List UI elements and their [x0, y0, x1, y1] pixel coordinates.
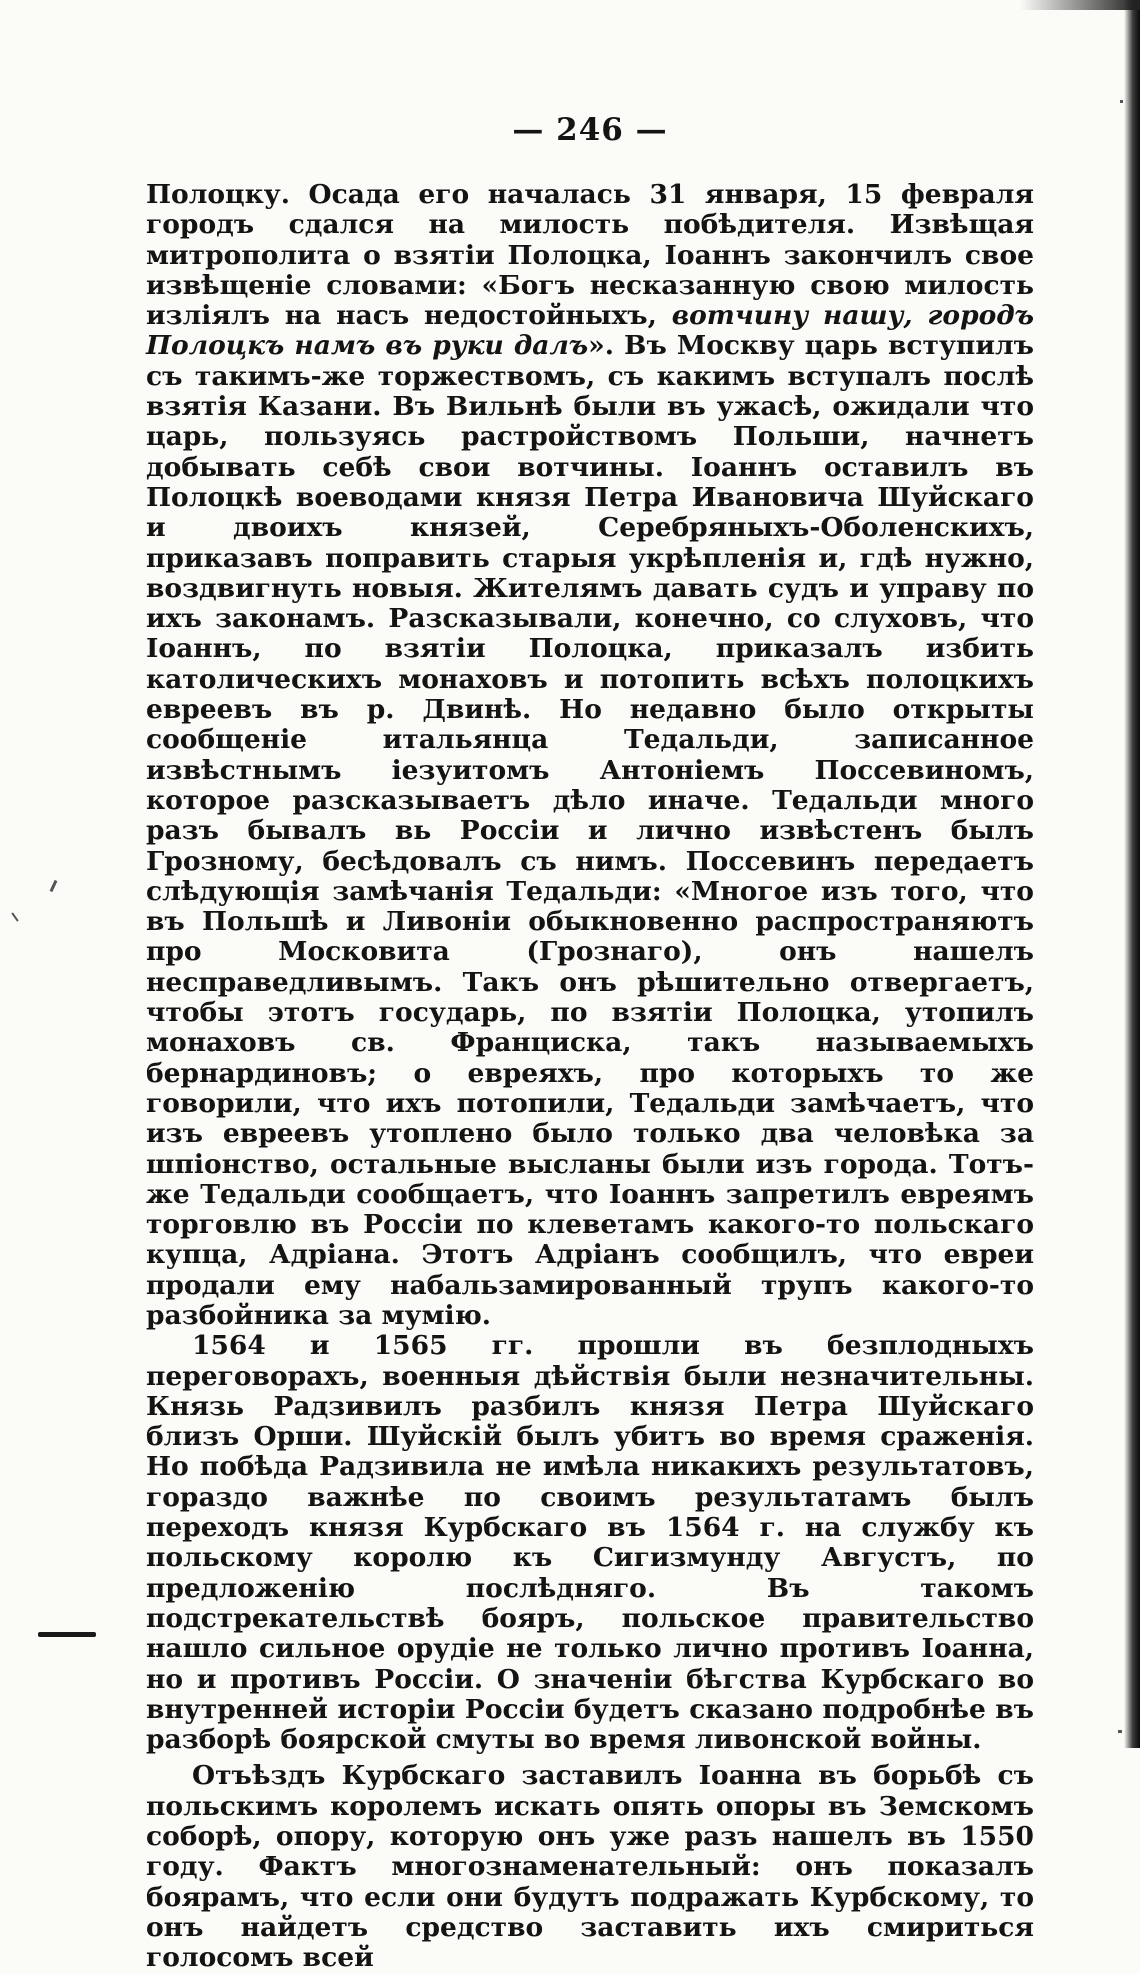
scan-shadow-right	[1124, 0, 1140, 1748]
scan-speck	[50, 880, 58, 892]
text-run: Полоцку. Осада его началась 31 января, 15 февраля городъ сдался на милость побѣдителя. Извѣщая митрополита о взятіи Полоцка, Іоаннъ закончилъ свое извѣщеніе словами: «Богъ несказанную свою милость изліялъ на насъ недостойныхъ,	[146, 179, 1034, 332]
scan-speck	[11, 912, 18, 921]
text-run: Отъѣздъ Курбскаго заставилъ Іоанна въ борьбѣ съ польскимъ королемъ искать опять опоры въ Земскомъ соборѣ, опору, которую онъ уже разъ нашелъ въ 1550 году. Фактъ многознаменательный: онъ показалъ боярамъ, что если они будутъ подражать Курбскому, то онъ найдетъ средство заставить ихъ смириться голосомъ всей	[146, 1760, 1034, 1974]
scan-shadow-top	[1020, 0, 1140, 10]
page-number: — 246 —	[512, 112, 668, 148]
paragraph-2	[146, 1331, 1034, 1755]
scan-speck	[1118, 1730, 1122, 1733]
paragraph-1	[146, 180, 1034, 1331]
text-run: ». Въ Москву царь вступилъ съ такимъ-же торжествомъ, съ какимъ вступалъ послѣ взятія Казани. Въ Вильнѣ были въ ужасѣ, ожидали что царь, пользуясь растройствомъ Польши, начнетъ добывать себѣ свои вотчины. Іоаннъ оставилъ въ Полоцкѣ воеводами князя Петра Ивановича Шуйскаго и двоихъ князей, Серебряныхъ-Оболенскихъ, приказавъ поправить старыя укрѣпленія и, гдѣ нужно, воздвигнуть новыя. Жителямъ давать судъ и управу по ихъ законамъ. Разсказывали, конечно, со слуховъ, что Іоаннъ, по взятіи Полоцка, приказалъ избить католическихъ монаховъ и потопить всѣхъ полоцкихъ евреевъ въ р. Двинѣ. Но недавно было открыты сообщеніе итальянца Тедальди, записанное извѣстнымъ іезуитомъ Антоніемъ Поссевиномъ, которое разсказываетъ дѣло иначе. Тедальди много разъ бывалъ вь Россіи и лично извѣстенъ былъ Грозному, бесѣдовалъ съ нимъ. Поссевинъ передаетъ слѣдующія замѣчанія Тедальди: «Многое изъ того, что въ Польшѣ и Ливоніи обыкновенно распространяютъ про Московита (Грознаго), онъ нашелъ несправедливымъ. Такъ онъ рѣшительно отвергаетъ, чтобы этотъ государь, по взятіи Полоцка, утопилъ монаховъ св. Франциска, такъ называемыхъ бернардиновъ; о евреяхъ, про которыхъ то же говорили, что ихъ потопили, Тедальди замѣчаетъ, что изъ евреевъ утоплено было только два человѣка за шпіонство, остальные высланы были изъ города. Тотъ-же Тедальди сообщаетъ, что Іоаннъ запретилъ евреямъ торговлю въ Россіи по клеветамъ какого-то польскаго купца, Адріана. Этотъ Адріанъ сообщилъ, что евреи продали ему набальзамированный трупъ какого-то разбойника за мумію.	[146, 330, 1034, 1331]
paragraph-3	[146, 1761, 1034, 1973]
scan-speck	[1120, 100, 1123, 103]
document-page	[146, 110, 1034, 1974]
scan-mark	[38, 1632, 96, 1637]
text-run: 1564 и 1565 гг. прошли въ безплодныхъ переговорахъ, военныя дѣйствія были незначительны. Князь Радзивилъ разбилъ князя Петра Шуйскаго близъ Орши. Шуйскій былъ убитъ во время сраженія. Но побѣда Радзивила не имѣла никакихъ результатовъ, гораздо важнѣе по своимъ результатамъ былъ переходъ князя Курбскаго въ 1564 г. на службу къ польскому королю къ Сигизмунду Августъ, по предложенію послѣдняго. Въ такомъ подстрекательствѣ бояръ, польское правительство нашло сильное орудіе не только лично противъ Іоанна, но и противъ Россіи. О значеніи бѣгства Курбскаго во внутренней исторіи Россіи будетъ сказано подробнѣе въ разборѣ боярской смуты во время ливонской войны.	[146, 1330, 1034, 1756]
italic-quote: вотчину нашу, городъ Полоцкъ намъ въ руки далъ	[146, 300, 1034, 362]
